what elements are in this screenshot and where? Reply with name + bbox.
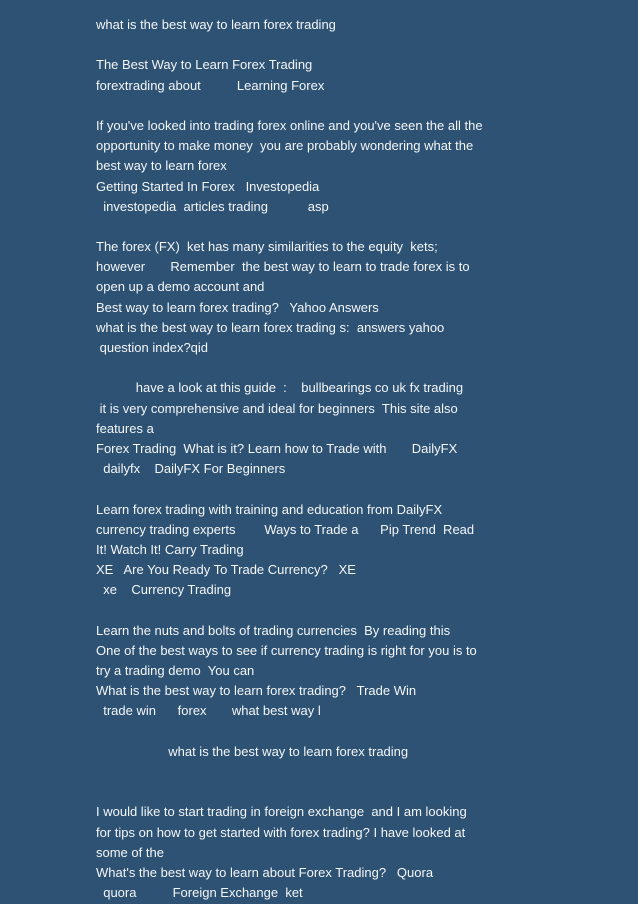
document-line: for tips on how to get started with forex trading? I have looked at	[96, 824, 466, 840]
document-line	[96, 762, 566, 782]
document-line	[96, 358, 566, 378]
document-line: If you've looked into trading forex online and you've seen the all the	[96, 117, 483, 133]
document-line: try a trading demo You can	[96, 663, 255, 678]
document-line: dailyfx DailyFX For Beginners	[96, 461, 286, 477]
document-line: trade win forex what best way l	[96, 703, 321, 719]
document-line	[96, 96, 566, 116]
document-line: it is very comprehensive and ideal for beginners This site also	[96, 400, 458, 416]
document-line: opportunity to make money you are probably wondering what the	[96, 138, 474, 154]
document-line: Forex Trading What is it? Learn how to Trade with DailyFX	[96, 440, 458, 456]
document-line: What's the best way to learn about Forex Trading? Quora	[96, 864, 434, 880]
document-line: It! Watch It! Carry Trading	[96, 541, 244, 557]
document-text	[96, 15, 566, 903]
document-line: quora Foreign Exchange ket	[96, 885, 303, 901]
document-line: however Remember the best way to learn to trade forex is to	[96, 259, 470, 275]
document-line: forextrading about Learning Forex	[96, 77, 325, 93]
document-line: XE Are You Ready To Trade Currency? XE	[96, 562, 356, 578]
document-line: what is the best way to learn forex trading	[96, 743, 409, 759]
document-line: xe Currency Trading	[96, 582, 232, 598]
document-line: open up a demo account and	[96, 279, 265, 295]
document-line	[96, 600, 566, 620]
document-line	[96, 782, 566, 802]
document-line: question index?qid	[96, 340, 209, 355]
document-line: Learn forex trading with training and education from DailyFX	[96, 501, 443, 517]
document-line: One of the best ways to see if currency trading is right for you is to	[96, 642, 477, 658]
document-line: investopedia articles trading asp	[96, 198, 329, 214]
document-line: What is the best way to learn forex trading? Trade Win	[96, 683, 417, 699]
document-line: features a	[96, 420, 154, 436]
document-line	[96, 217, 566, 237]
document-line	[96, 722, 566, 742]
document-line: Best way to learn forex trading? Yahoo Answers	[96, 299, 379, 315]
document-line: what is the best way to learn forex trading s: answers yahoo	[96, 319, 445, 335]
document-line	[96, 479, 566, 499]
document-line: I would like to start trading in foreign exchange and I am looking	[96, 804, 467, 820]
document-line: what is the best way to learn forex trading	[96, 17, 336, 32]
document-line: The forex (FX) ket has many similarities to the equity kets;	[96, 239, 438, 255]
document-line	[96, 35, 566, 55]
document-line: The Best Way to Learn Forex Trading	[96, 57, 313, 73]
document-line: currency trading experts Ways to Trade a Pip Trend Read	[96, 521, 475, 537]
document-line: best way to learn forex	[96, 158, 227, 174]
document-line: some of the	[96, 844, 164, 860]
document-line: Learn the nuts and bolts of trading currencies By reading this	[96, 622, 451, 638]
document-line: Getting Started In Forex Investopedia	[96, 178, 320, 194]
document-line: have a look at this guide : bullbearings co uk fx trading	[96, 380, 464, 396]
